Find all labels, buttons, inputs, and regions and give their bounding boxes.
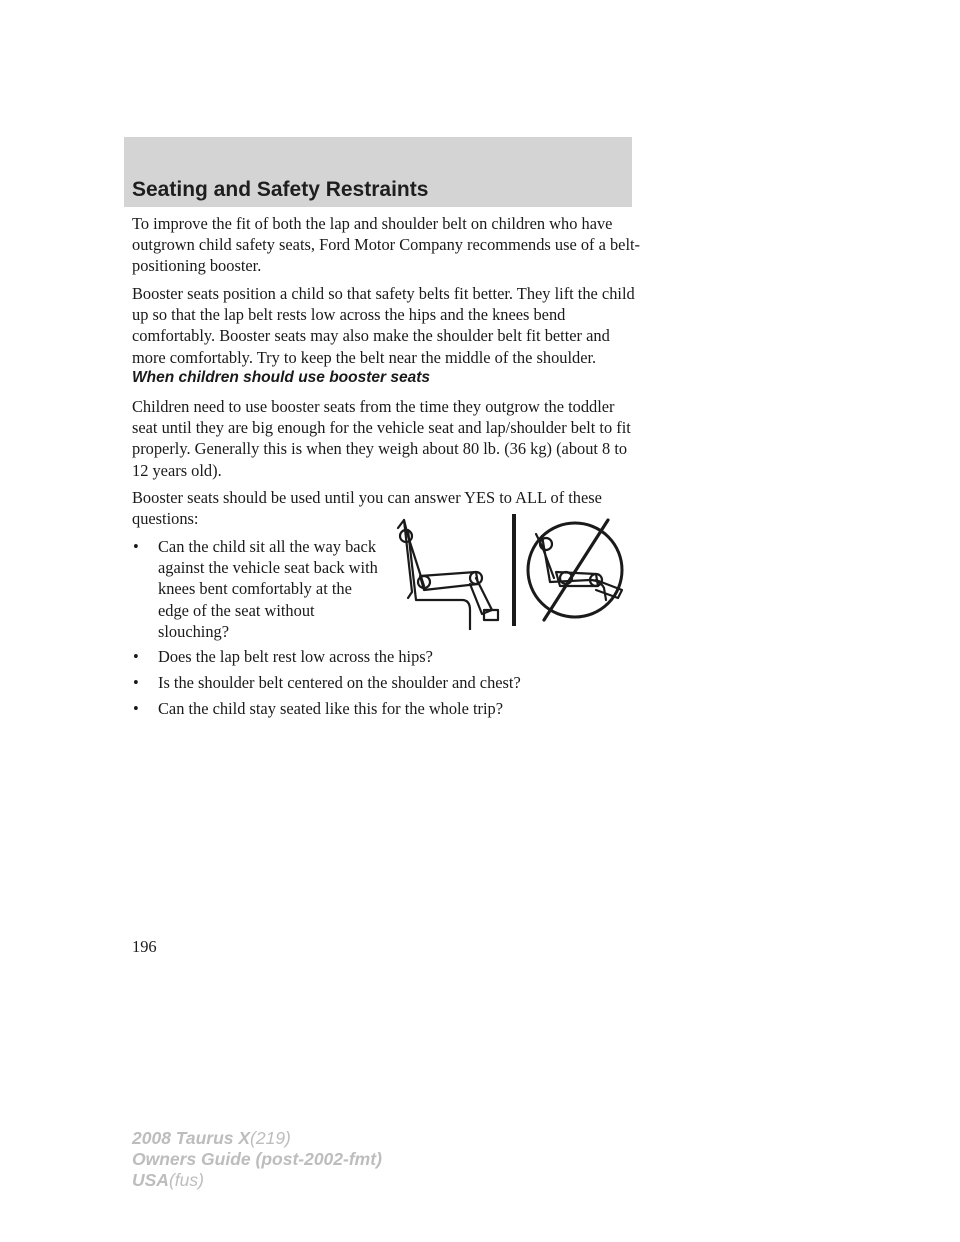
incorrect-fit-figure xyxy=(528,520,622,620)
footer-region-code: (fus) xyxy=(168,1170,204,1190)
bullet-text: Can the child sit all the way back against the vehicle seat back with knees bent comfortably at the edge of the seat without slouching? xyxy=(158,537,378,641)
bullet-marker: • xyxy=(133,537,139,556)
booster-seat-fit-illustration xyxy=(390,510,635,630)
bullet-item-shoulder-belt xyxy=(132,672,652,693)
paragraph-questions-intro: Booster seats should be used until you can answer YES to ALL of these questions: xyxy=(132,488,602,529)
footer-line-region xyxy=(132,1170,492,1191)
correct-fit-figure xyxy=(398,520,498,630)
bullet-marker: • xyxy=(133,673,139,692)
bullet-item-sit-back xyxy=(132,536,382,642)
bullet-marker: • xyxy=(133,647,139,666)
bullet-text: Can the child stay seated like this for the whole trip? xyxy=(158,699,504,718)
document-footer xyxy=(132,1128,492,1191)
paragraph-booster-benefits: Booster seats position a child so that safety belts fit better. They lift the child up so that the lap belt rests low across the hips and the knees bend comfortably. Booster seats may also make the shoulder belt fit better and more comfortably. Try to keep the belt near the middle of the shoulder. xyxy=(132,284,635,367)
footer-model-code: (219) xyxy=(250,1128,291,1148)
bullet-text: Is the shoulder belt centered on the shoulder and chest? xyxy=(158,673,521,692)
paragraph-booster-timing: Children need to use booster seats from the time they outgrow the toddler seat until they are big enough for the vehicle seat and lap/shoulder belt to fit properly. Generally this is when they weigh about 80 lb. (36 kg) (about 8 to 12 years old). xyxy=(132,397,631,480)
paragraph-intro: To improve the fit of both the lap and shoulder belt on children who have outgrown child safety seats, Ford Motor Company recommends use of a belt-positioning booster. xyxy=(132,214,641,276)
subheading-when-to-use: When children should use booster seats xyxy=(132,369,430,386)
footer-model: 2008 Taurus X xyxy=(132,1128,251,1148)
footer-line-guide xyxy=(132,1149,492,1170)
bullet-item-whole-trip xyxy=(132,698,652,719)
bullet-item-lap-belt xyxy=(132,646,652,667)
page-number: 196 xyxy=(132,937,157,956)
footer-line-model xyxy=(132,1128,492,1149)
footer-region: USA xyxy=(132,1170,169,1190)
bullet-marker: • xyxy=(133,699,139,718)
bullet-text: Does the lap belt rest low across the hips? xyxy=(158,647,433,666)
section-title: Seating and Safety Restraints xyxy=(132,178,429,201)
footer-guide: Owners Guide (post-2002-fmt) xyxy=(132,1149,382,1169)
